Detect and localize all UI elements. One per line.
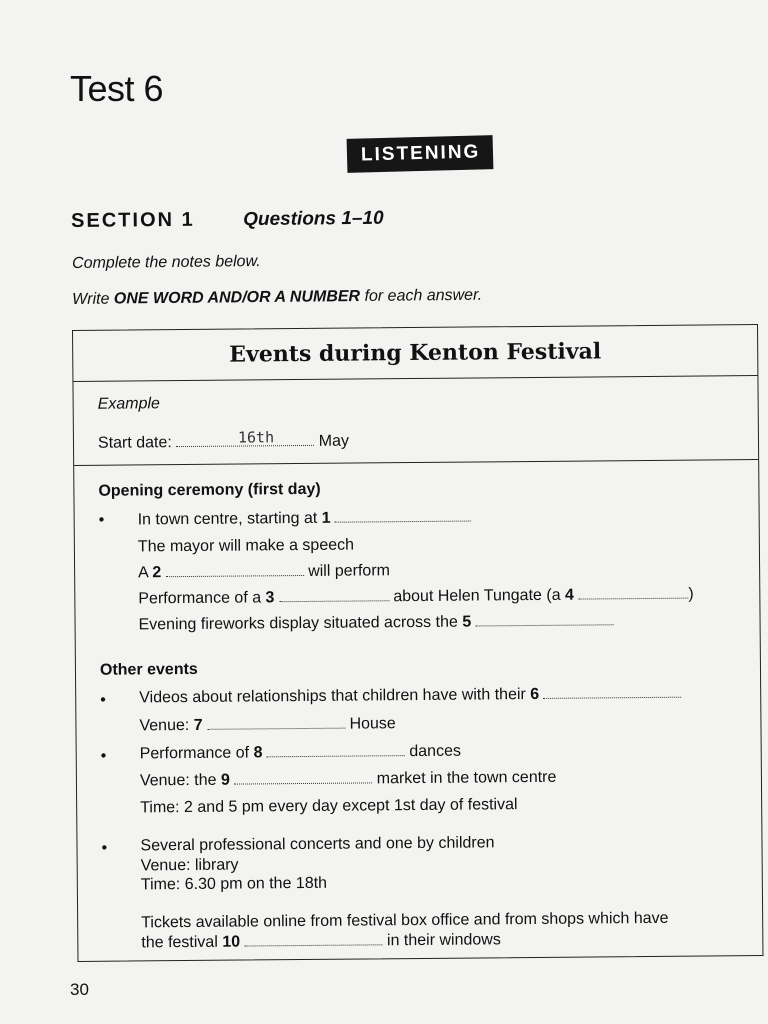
answer-blank-10[interactable] bbox=[244, 932, 382, 946]
line-text: Videos about relationships that children have with their bbox=[139, 686, 531, 707]
answer-blank-6[interactable] bbox=[544, 685, 682, 699]
question-number: 7 bbox=[193, 716, 203, 734]
instruction-complete: Complete the notes below. bbox=[72, 253, 261, 272]
line-text: Performance of bbox=[139, 744, 254, 763]
section-label: SECTION 1 bbox=[71, 208, 195, 232]
section-heading bbox=[71, 207, 384, 233]
question-number: 10 bbox=[222, 933, 241, 951]
question-number: 3 bbox=[265, 589, 275, 607]
question-number: 5 bbox=[462, 613, 472, 631]
opening-line-5 bbox=[139, 612, 614, 634]
event-line-6: Several professional concerts and one by children bbox=[140, 834, 495, 855]
line-text: ) bbox=[688, 585, 694, 603]
instruction-text: for each answer. bbox=[359, 286, 483, 305]
answer-blank-5[interactable] bbox=[476, 612, 614, 626]
listening-banner: LISTENING bbox=[347, 135, 494, 173]
question-number: 9 bbox=[220, 771, 230, 789]
divider bbox=[73, 375, 757, 382]
test-title: Test 6 bbox=[70, 68, 164, 109]
bullet: • bbox=[100, 747, 107, 765]
page-number: 30 bbox=[70, 980, 89, 999]
start-date-row bbox=[98, 433, 349, 453]
event-line-8: Time: 6.30 pm on the 18th bbox=[140, 874, 328, 894]
answer-blank-4[interactable] bbox=[578, 586, 688, 600]
handwritten-answer: 16th bbox=[237, 428, 275, 447]
notes-title: Events during Kenton Festival bbox=[229, 338, 602, 368]
answer-blank-3[interactable] bbox=[279, 588, 389, 602]
line-text: market in the town centre bbox=[376, 768, 557, 788]
event-line-9: Tickets available online from festival box office and from shops which have bbox=[141, 909, 669, 932]
divider bbox=[74, 459, 758, 466]
event-line-2 bbox=[139, 715, 395, 735]
line-text: House bbox=[349, 715, 396, 733]
start-date-label: Start date: bbox=[97, 434, 172, 452]
line-text: about Helen Tungate (a bbox=[393, 586, 566, 606]
event-line-3 bbox=[140, 743, 461, 764]
line-text: A bbox=[138, 564, 153, 582]
line-text: Evening fireworks display situated across the bbox=[138, 613, 463, 634]
question-number: 8 bbox=[253, 744, 263, 762]
line-text: Venue: bbox=[139, 716, 194, 735]
opening-line-4 bbox=[138, 586, 693, 609]
event-line-1 bbox=[139, 685, 682, 708]
event-line-4 bbox=[140, 769, 557, 791]
question-number: 4 bbox=[564, 586, 574, 604]
question-number: 2 bbox=[152, 564, 162, 582]
answer-blank-7[interactable] bbox=[207, 716, 345, 730]
line-text: dances bbox=[409, 742, 461, 761]
line-text: the festival bbox=[141, 933, 223, 952]
notes-box bbox=[72, 324, 763, 962]
instruction-write bbox=[72, 287, 482, 309]
line-text: will perform bbox=[308, 562, 391, 580]
question-number: 1 bbox=[321, 509, 331, 527]
example-label: Example bbox=[97, 395, 160, 413]
opening-line-3 bbox=[138, 562, 390, 582]
bullet: • bbox=[100, 691, 106, 709]
opening-line-2: The mayor will make a speech bbox=[137, 536, 355, 556]
line-text: Venue: the bbox=[139, 771, 221, 790]
answer-blank-8[interactable] bbox=[267, 743, 405, 757]
event-line-10 bbox=[141, 931, 501, 952]
instruction-emphasis: ONE WORD AND/OR A NUMBER bbox=[113, 287, 361, 308]
instruction-text: Write bbox=[72, 290, 114, 308]
event-line-7: Venue: library bbox=[140, 856, 239, 875]
start-date-suffix: May bbox=[318, 432, 350, 450]
answer-blank-9[interactable] bbox=[234, 770, 372, 784]
line-text: in their windows bbox=[386, 931, 501, 950]
event-line-5: Time: 2 and 5 pm every day except 1st day of festival bbox=[140, 796, 518, 817]
other-events-heading: Other events bbox=[99, 660, 198, 679]
answer-blank-2[interactable] bbox=[166, 563, 304, 577]
questions-range: Questions 1–10 bbox=[243, 207, 384, 231]
bullet: • bbox=[101, 839, 108, 857]
line-text: Performance of a bbox=[138, 589, 266, 608]
answer-blank-1[interactable] bbox=[335, 509, 471, 523]
question-number: 6 bbox=[530, 685, 540, 704]
opening-line-1 bbox=[138, 509, 472, 530]
line-text: In town centre, starting at bbox=[137, 509, 322, 529]
bullet: • bbox=[98, 511, 105, 529]
opening-heading: Opening ceremony (first day) bbox=[98, 480, 321, 500]
